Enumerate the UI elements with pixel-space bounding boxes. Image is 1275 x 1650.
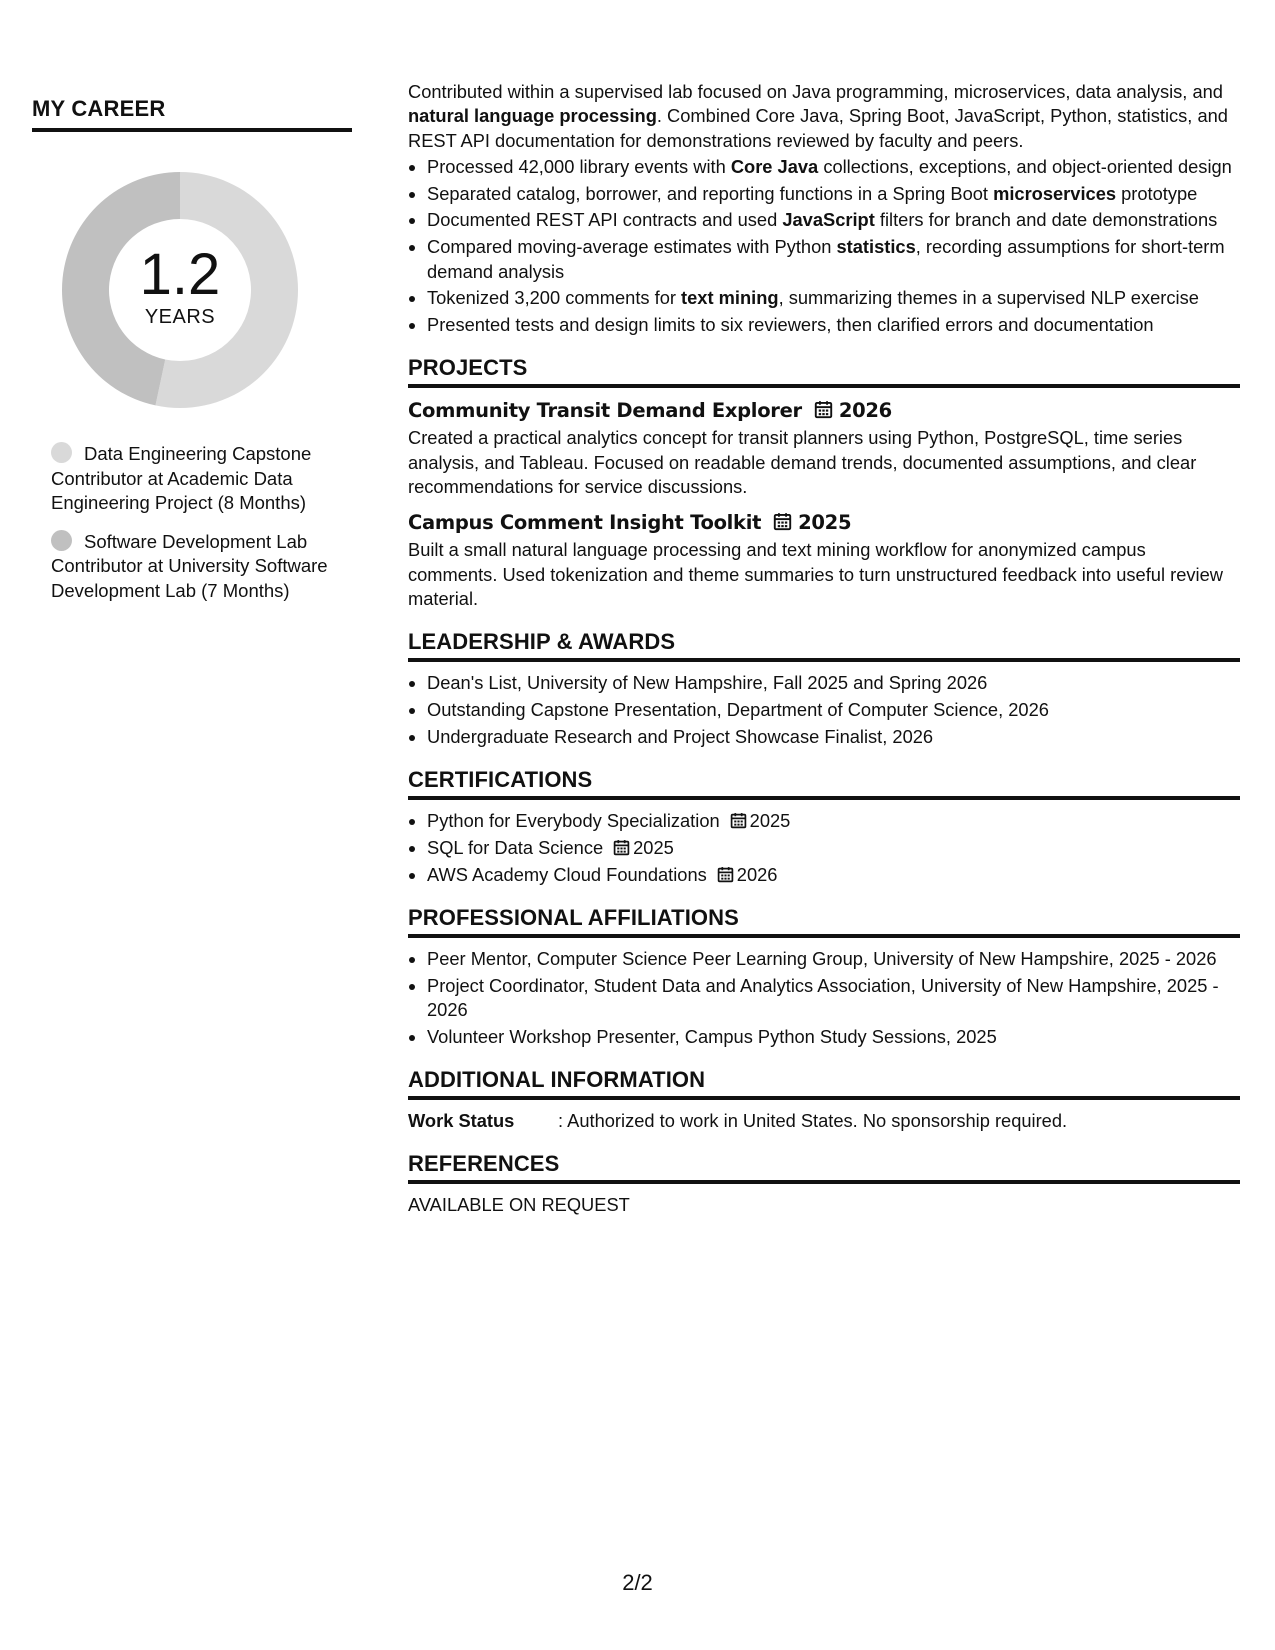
career-legend-item bbox=[51, 530, 331, 604]
text-run: Processed 42,000 library events with bbox=[427, 155, 731, 177]
affiliation-item: • Project Coordinator, Student Data and Analytics Association, University of New Hampshire, 2025 - 2026 bbox=[427, 974, 1240, 1023]
project-description: Built a small natural language processing and text mining workflow for anonymized campus comments. Used tokenization and theme summaries to turn unstructured feedback into useful review material. bbox=[408, 539, 1223, 609]
career-donut-chart bbox=[56, 166, 304, 414]
bold-keyword: microservices bbox=[993, 182, 1117, 204]
career-years-unit: YEARS bbox=[144, 306, 216, 328]
legend-dot bbox=[51, 530, 72, 551]
calendar-icon bbox=[613, 839, 630, 856]
references-text: AVAILABLE ON REQUEST bbox=[408, 1194, 630, 1216]
bold-keyword: Core Java bbox=[730, 155, 819, 177]
main-content bbox=[408, 80, 1240, 1218]
project-name: Campus Comment Insight Toolkit bbox=[408, 511, 762, 535]
text-run: Separated catalog, borrower, and reporting functions in a Spring Boot bbox=[427, 182, 994, 204]
certifications-title: CERTIFICATIONS bbox=[408, 766, 1240, 800]
award-item: • Dean's List, University of New Hampshire, Fall 2025 and Spring 2026 bbox=[427, 671, 1240, 695]
experience-bullet bbox=[427, 235, 1240, 284]
additional-title: ADDITIONAL INFORMATION bbox=[408, 1066, 1240, 1100]
text-run: , summarizing themes in a supervised NLP exercise bbox=[778, 287, 1199, 309]
text-run: Presented tests and design limits to six reviewers, then clarified errors and documentation bbox=[427, 314, 1154, 336]
career-legend-item bbox=[51, 442, 331, 516]
projects-title: PROJECTS bbox=[408, 354, 1240, 388]
affiliation-item: • Volunteer Workshop Presenter, Campus Python Study Sessions, 2025 bbox=[427, 1025, 1240, 1049]
certifications-list bbox=[408, 809, 1240, 887]
affiliation-item: • Peer Mentor, Computer Science Peer Learning Group, University of New Hampshire, 2025 - 2026 bbox=[427, 947, 1240, 971]
awards-list bbox=[408, 671, 1240, 749]
text-run: Tokenized 3,200 comments for bbox=[427, 287, 682, 309]
text-run: filters for branch and date demonstrations bbox=[874, 209, 1218, 231]
calendar-icon bbox=[730, 812, 747, 829]
page-number: 2/2 bbox=[622, 1570, 653, 1595]
text-run: Compared moving-average estimates with Python bbox=[427, 236, 837, 258]
calendar-icon bbox=[773, 512, 792, 531]
project-description: Created a practical analytics concept for transit planners using Python, PostgreSQL, time series analysis, and Tableau. Focused on readable demand trends, documented assumptions, and clear recommendations for service discussions. bbox=[408, 427, 1197, 498]
calendar-icon bbox=[814, 400, 833, 419]
career-panel bbox=[32, 96, 352, 617]
project-year: 2026 bbox=[838, 399, 892, 423]
project-heading bbox=[408, 509, 1240, 537]
text-run: Contributed within a supervised lab focused on Java programming, microservices, data analysis, and bbox=[408, 81, 1223, 102]
certification-year: 2025 bbox=[749, 810, 791, 832]
career-legend bbox=[51, 442, 331, 603]
work-status-row bbox=[408, 1109, 1240, 1133]
project-name: Community Transit Demand Explorer bbox=[408, 399, 802, 423]
text-run: prototype bbox=[1116, 182, 1198, 204]
career-title: MY CAREER bbox=[32, 96, 352, 132]
experience-bullet bbox=[427, 182, 1240, 206]
legend-dot bbox=[51, 442, 72, 463]
text-run: Documented REST API contracts and used bbox=[427, 209, 783, 231]
legend-text: Software Development Lab Contributor at University Software Development Lab (7 Months) bbox=[51, 530, 328, 601]
donut-center bbox=[56, 166, 304, 414]
award-item: • Outstanding Capstone Presentation, Department of Computer Science, 2026 bbox=[427, 698, 1240, 722]
certification-year: 2026 bbox=[736, 863, 778, 885]
certification-name: Python for Everybody Specialization bbox=[427, 810, 720, 832]
certification-item bbox=[427, 809, 1240, 833]
text-run: , recording assumptions for short-term demand analysis bbox=[427, 236, 1225, 282]
project-heading bbox=[408, 397, 1240, 425]
certification-item bbox=[427, 863, 1240, 887]
text-run: . Combined Core Java, Spring Boot, JavaScript, Python, statistics, and REST API documentation for demonstrations reviewed by faculty and peers. bbox=[408, 105, 1228, 151]
references-title: REFERENCES bbox=[408, 1150, 1240, 1184]
work-status-value: : Authorized to work in United States. No sponsorship required. bbox=[558, 1110, 1068, 1132]
calendar-icon bbox=[717, 866, 734, 883]
awards-title: LEADERSHIP & AWARDS bbox=[408, 628, 1240, 662]
certification-item bbox=[427, 836, 1240, 860]
award-item: • Undergraduate Research and Project Showcase Finalist, 2026 bbox=[427, 725, 1240, 749]
experience-intro bbox=[408, 80, 1240, 153]
bold-keyword: statistics bbox=[836, 236, 916, 258]
bold-keyword: JavaScript bbox=[782, 209, 875, 231]
career-years-value: 1.2 bbox=[139, 242, 221, 307]
affiliations-title: PROFESSIONAL AFFILIATIONS bbox=[408, 904, 1240, 938]
certification-year: 2025 bbox=[633, 836, 674, 858]
work-status-label: Work Status bbox=[408, 1110, 515, 1132]
affiliations-list bbox=[408, 947, 1240, 1049]
project-year: 2025 bbox=[798, 511, 852, 535]
legend-text: Data Engineering Capstone Contributor at Academic Data Engineering Project (8 Months) bbox=[51, 443, 312, 513]
projects-list bbox=[408, 397, 1240, 611]
certification-name: SQL for Data Science bbox=[427, 836, 604, 858]
experience-bullet bbox=[427, 208, 1240, 232]
bold-keyword: text mining bbox=[681, 287, 779, 309]
experience-bullet bbox=[427, 286, 1240, 310]
experience-bullet bbox=[427, 155, 1240, 179]
experience-bullets bbox=[408, 155, 1240, 338]
bold-keyword: natural language processing bbox=[408, 105, 657, 127]
text-run: collections, exceptions, and object-oriented design bbox=[818, 155, 1232, 177]
certification-name: AWS Academy Cloud Foundations bbox=[427, 863, 707, 885]
experience-bullet bbox=[427, 313, 1240, 337]
